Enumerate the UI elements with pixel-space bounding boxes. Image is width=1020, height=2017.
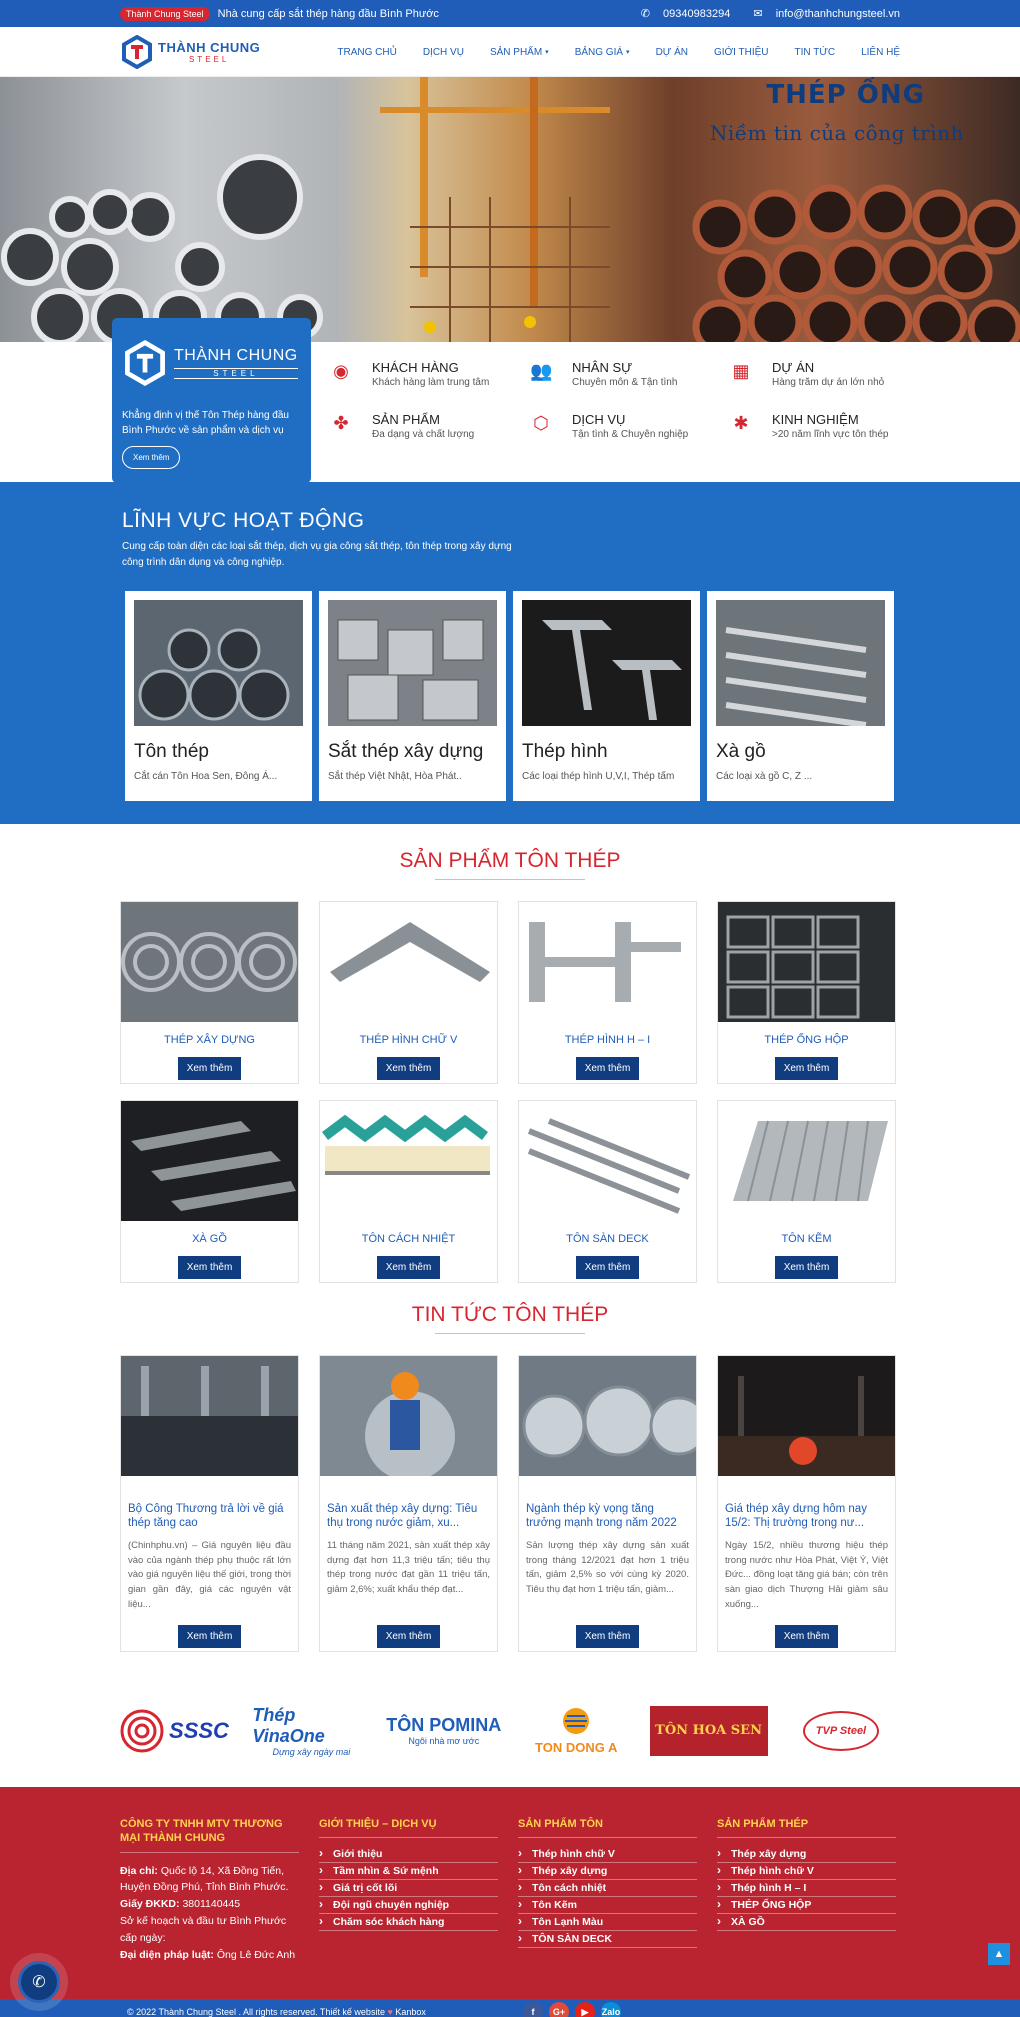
footer-link[interactable]: › Tôn Kẽm (518, 1897, 697, 1914)
email-icon: ✉ (753, 8, 763, 20)
activity-card-title: Xà gồ (716, 741, 766, 762)
feature-subtitle: Khách hàng làm trung tâm (372, 377, 490, 388)
activity-description: Cung cấp toàn diện các loại sắt thép, dịch vụ gia công sắt thép, tôn thép trong xây dựng công trình dân dụng và công nghiệp. (122, 541, 512, 568)
footer-company-title: CÔNG TY TNHH MTV THƯƠNG MẠI THÀNH CHUNG (120, 1817, 299, 1853)
activity-card-title: Tôn thép (134, 741, 209, 762)
news-title[interactable]: Ngành thép kỳ vọng tăng trưởng mạnh trong năm 2022 (526, 1503, 677, 1530)
feature-subtitle: Đa dạng và chất lượng (372, 429, 475, 440)
red-pipes-image (690, 117, 1020, 342)
partner-logo-pomina[interactable] (385, 1701, 503, 1761)
feature-title: KHÁCH HÀNG (372, 360, 459, 375)
location-icon: ◉ (333, 361, 349, 381)
i-beam-image (522, 600, 691, 726)
phone-icon: ✆ (18, 1961, 60, 2003)
news-excerpt: Ngày 15/2, nhiều thương hiệu thép trong nước như Hòa Phát, Việt Ý, Việt Đức... đồng loạt tăng giá bán; còn trên sàn giao dịch Thượng Hải giảm sâu xuống... (725, 1540, 888, 1610)
social-links (523, 2002, 627, 2017)
product-name: TÔN SÀN DECK (566, 1233, 649, 1245)
nav-item-contact[interactable]: LIÊN HỆ (861, 46, 900, 58)
partner-name: TON DONG A (535, 1740, 618, 1755)
back-to-top-button[interactable]: ▲ (988, 1943, 1010, 1965)
feature-customers (330, 360, 530, 388)
representative-label: Đại diện pháp luật: (120, 1948, 214, 1961)
product-card[interactable] (518, 1100, 697, 1283)
activity-card-title: Thép hình (522, 741, 608, 762)
activity-card-subtitle: Cắt cán Tôn Hoa Sen, Đông Á... (134, 771, 278, 782)
news-title[interactable]: Giá thép xây dựng hôm nay 15/2: Thị trường trong nư... (725, 1503, 867, 1530)
banner-slogan-title: THÉP ỐNG (766, 80, 925, 110)
purlin-image (716, 600, 885, 726)
main-nav (311, 47, 900, 58)
news-more-button[interactable]: Xem thêm (178, 1625, 242, 1648)
products-title: SẢN PHẨM TÔN THÉP (399, 849, 621, 872)
product-name: TÔN KẼM (781, 1233, 832, 1245)
nav-item-services[interactable]: DỊCH VỤ (422, 46, 464, 58)
footer-link[interactable]: › Chăm sóc khách hàng (319, 1914, 498, 1931)
footer-link[interactable]: › Đội ngũ chuyên nghiệp (319, 1897, 498, 1914)
product-more-button[interactable]: Xem thêm (377, 1256, 441, 1279)
footer-link[interactable]: › Thép xây dựng (717, 1846, 896, 1863)
product-card[interactable] (120, 1100, 299, 1283)
activity-card-subtitle: Các loại thép hình U,V,I, Thép tấm (522, 771, 675, 782)
products-section (0, 824, 1020, 1283)
partner-name: TÔN POMINA (386, 1715, 502, 1735)
news-thumbnail (519, 1356, 696, 1476)
footer-link[interactable]: › Thép xây dựng (518, 1863, 697, 1880)
product-name: THÉP XÂY DỰNG (164, 1034, 255, 1046)
news-card[interactable] (717, 1355, 896, 1652)
news-thumbnail (121, 1356, 298, 1476)
hexagon-icon: ⬡ (533, 413, 549, 433)
footer (0, 1787, 1020, 1999)
news-card[interactable] (319, 1355, 498, 1652)
hero-banner (0, 77, 1020, 342)
feature-services (530, 412, 730, 440)
activity-card-purlin[interactable] (707, 591, 894, 801)
phone-link[interactable] (631, 8, 731, 20)
partner-name: SSSC (169, 1717, 229, 1743)
deck-sheet-image (519, 1101, 696, 1221)
footer-company (120, 1817, 299, 1963)
google-plus-icon[interactable]: G+ (549, 2002, 569, 2017)
about-logo-line1: THÀNH CHUNG (174, 347, 298, 364)
nav-item-home[interactable]: TRANG CHỦ (337, 46, 397, 58)
about-card (112, 318, 311, 483)
logo-line1: THÀNH CHUNG (158, 39, 261, 55)
product-card[interactable] (120, 901, 299, 1084)
logo-mark-icon (122, 340, 168, 386)
news-excerpt: (Chinhphu.vn) – Giá nguyên liệu đầu vào của ngành thép phụ thuộc rất lớn vào giá nguyên liệu thế giới, trong thời gian gần đây, giá các nguyên vật liệu... (128, 1540, 291, 1610)
product-more-button[interactable]: Xem thêm (576, 1057, 640, 1080)
feature-title: DỰ ÁN (772, 360, 815, 375)
nav-item-pricing[interactable]: BẢNG GIÁ ▾ (574, 46, 630, 58)
brand-badge: Thành Chung Steel (120, 7, 210, 21)
news-section (0, 1283, 1020, 1652)
news-more-button[interactable]: Xem thêm (576, 1625, 640, 1648)
footer-link[interactable]: › TÔN SÀN DECK (518, 1931, 697, 1948)
feature-projects (730, 360, 920, 388)
steel-coils-image (134, 600, 303, 726)
about-logo (122, 340, 301, 386)
footer-col-steel (717, 1817, 896, 1963)
activity-card-subtitle: Sắt thép Việt Nhật, Hòa Phát.. (328, 771, 462, 782)
activity-card-title: Sắt thép xây dựng (328, 741, 484, 762)
feature-subtitle: Hàng trăm dự án lớn nhỏ (772, 377, 885, 388)
logo-mark-icon (120, 35, 154, 69)
registration-value: 3801140445 (182, 1898, 241, 1911)
news-title[interactable]: Bộ Công Thương trả lời về giá thép tăng cao (128, 1503, 284, 1530)
designer-link[interactable]: Kanbox (395, 2007, 426, 2017)
feature-subtitle: Chuyên môn & Tận tình (572, 377, 678, 388)
about-strip (0, 342, 1020, 482)
sun-icon (561, 1706, 591, 1736)
footer-link[interactable]: › XÀ GỒ (717, 1914, 896, 1931)
partner-name: TÔN HOA SEN (655, 1723, 762, 1738)
product-name: TÔN CÁCH NHIỆT (361, 1233, 456, 1245)
facebook-icon[interactable]: f (523, 2002, 543, 2017)
chevron-down-icon: ▾ (545, 49, 549, 56)
tagline: Nhà cung cấp sắt thép hàng đầu Bình Phước (217, 7, 439, 20)
construction-crane-image (380, 77, 640, 342)
copyright-bar (0, 1999, 1020, 2017)
email-link[interactable] (743, 8, 900, 20)
partner-logo-vinaone[interactable] (252, 1701, 370, 1761)
about-logo-line2: STEEL (174, 368, 298, 379)
product-more-button[interactable]: Xem thêm (178, 1256, 242, 1279)
footer-col-sheet (518, 1817, 697, 1963)
news-thumbnail (718, 1356, 895, 1476)
footer-link[interactable]: › Giá trị cốt lõi (319, 1880, 498, 1897)
news-title[interactable]: Sản xuất thép xây dựng: Tiêu thụ trong nước giảm, xu... (327, 1503, 478, 1530)
wire-coil-image (121, 902, 298, 1022)
phone-icon: ✆ (640, 8, 650, 20)
feature-products (330, 412, 530, 440)
product-more-button[interactable]: Xem thêm (775, 1256, 839, 1279)
product-card[interactable] (319, 901, 498, 1084)
header (0, 27, 1020, 77)
issuer-text: Sở kế hoạch và đầu tư Bình Phước cấp ngày: (120, 1914, 287, 1944)
product-card[interactable] (717, 901, 896, 1084)
team-icon: 👥 (530, 361, 553, 381)
news-excerpt: 11 tháng năm 2021, sản xuất thép xây dựng đạt hơn 11,3 triệu tấn; tiêu thụ thép trong nước đạt gần 11 triệu tấn, giảm 2,6%; xuất khẩu thép đạt... (327, 1540, 490, 1596)
partner-logo-tvp[interactable] (782, 1701, 900, 1761)
partner-logo-tondonga[interactable] (517, 1701, 635, 1761)
heart-icon: ♥ (387, 2007, 393, 2017)
footer-link[interactable]: › Thép hình chữ V (518, 1846, 697, 1863)
purlin-image (121, 1101, 298, 1221)
h-beam-image (519, 902, 696, 1022)
divider (435, 1333, 585, 1334)
insulated-roof-image (320, 1101, 497, 1221)
handshake-icon: ✤ (333, 413, 349, 433)
partner-logos (120, 1674, 900, 1787)
steel-pipes-image (0, 77, 380, 342)
activity-title: LĨNH VỰC HOẠT ĐỘNG (122, 509, 365, 532)
feature-title: KINH NGHIỆM (772, 412, 859, 427)
call-button[interactable] (10, 1953, 68, 2011)
news-card[interactable] (120, 1355, 299, 1652)
about-more-button[interactable]: Xem thêm (122, 446, 180, 469)
partner-logo-hoasen[interactable] (650, 1701, 768, 1761)
partner-name: TVP Steel (815, 1724, 867, 1737)
news-title: TIN TỨC TÔN THÉP (411, 1303, 609, 1326)
registration-label: Giấy ĐKKD: (120, 1898, 180, 1911)
address-label: Địa chỉ: (120, 1864, 158, 1877)
partner-tagline: Dựng xây ngày mai (272, 1746, 351, 1757)
footer-link[interactable]: › Tôn Lạnh Màu (518, 1914, 697, 1931)
footer-link[interactable]: › THÉP ỐNG HỘP (717, 1897, 896, 1914)
phone-number: 09340983294 (663, 8, 731, 20)
footer-col-title: SẢN PHẨM THÉP (717, 1817, 896, 1838)
product-more-button[interactable]: Xem thêm (775, 1057, 839, 1080)
product-card[interactable] (717, 1100, 896, 1283)
nav-item-products[interactable]: SẢN PHẨM ▾ (489, 46, 549, 58)
address-value: Quốc lộ 14, Xã Đồng Tiến, Huyện Đồng Phú, Tỉnh Bình Phước. (120, 1864, 289, 1894)
feature-title: SẢN PHẨM (372, 412, 440, 427)
banner-slogan-subtitle: Niềm tin của công trình (709, 121, 964, 145)
footer-link[interactable]: › Thép hình H – I (717, 1880, 896, 1897)
activity-card-shaped-steel[interactable] (513, 591, 700, 801)
product-name: THÉP ỐNG HỘP (764, 1034, 849, 1046)
box-tube-image (718, 902, 895, 1022)
activity-card-subtitle: Các loại xà gồ C, Z ... (716, 771, 813, 782)
feature-subtitle: Tận tình & Chuyên nghiệp (572, 429, 689, 440)
product-card[interactable] (319, 1100, 498, 1283)
nav-item-news[interactable]: TIN TỨC (794, 46, 836, 58)
news-more-button[interactable]: Xem thêm (377, 1625, 441, 1648)
divider (435, 879, 585, 880)
nav-item-projects[interactable]: DỰ ÁN (655, 46, 688, 58)
feature-staff (530, 360, 730, 388)
partner-tagline: Ngôi nhà mơ ước (408, 1736, 480, 1746)
top-bar (0, 0, 1020, 27)
representative-value: Ông Lê Đức Anh (216, 1948, 296, 1961)
v-angle-image (320, 902, 497, 1022)
news-excerpt: Sản lượng thép xây dựng sản xuất trong tháng 12/2021 đạt hơn 1 triệu tấn, giảm 2,5% so với cùng kỳ 2020. Tiêu thụ đạt hơn 1 triệu tấn, giảm... (526, 1540, 689, 1596)
footer-link[interactable]: › Thép hình chữ V (717, 1863, 896, 1880)
feature-title: NHÂN SỰ (572, 360, 633, 375)
building-icon: ▦ (732, 361, 750, 381)
feature-experience (730, 412, 920, 440)
logo-line2: STEEL (188, 54, 230, 64)
footer-link[interactable]: › Giới thiệu (319, 1846, 498, 1863)
product-name: THÉP HÌNH CHỮ V (359, 1034, 458, 1046)
logo[interactable] (120, 35, 260, 69)
footer-col-intro (319, 1817, 498, 1963)
copyright-text: © 2022 Thành Chung Steel . All rights reserved. Thiết kế website ♥ Kanbox (127, 2007, 426, 2017)
activity-card-construction-steel[interactable] (319, 591, 506, 801)
feature-title: DỊCH VỤ (572, 412, 626, 427)
footer-col-title: GIỚI THIỆU – DỊCH VỤ (319, 1817, 498, 1838)
news-card[interactable] (518, 1355, 697, 1652)
zinc-sheet-image (718, 1101, 895, 1221)
product-more-button[interactable]: Xem thêm (377, 1057, 441, 1080)
steel-bars-image (328, 600, 497, 726)
feature-subtitle: >20 năm lĩnh vực tôn thép (772, 429, 889, 440)
footer-col-title: SẢN PHẨM TÔN (518, 1817, 697, 1838)
chevron-down-icon: ▾ (626, 49, 630, 56)
product-name: XÀ GỒ (192, 1233, 227, 1245)
footer-link[interactable]: › Tầm nhìn & Sứ mệnh (319, 1863, 498, 1880)
about-text: Khẳng định vị thế Tôn Thép hàng đầu Bình Phước về sản phẩm và dịch vụ (122, 410, 289, 436)
youtube-icon[interactable]: ▶ (575, 2002, 595, 2017)
gear-icon: ✱ (733, 413, 749, 433)
product-card[interactable] (518, 901, 697, 1084)
news-more-button[interactable]: Xem thêm (775, 1625, 839, 1648)
footer-link[interactable]: › Tôn cách nhiệt (518, 1880, 697, 1897)
partner-name: Thép VinaOne (252, 1704, 325, 1746)
email-address: info@thanhchungsteel.vn (775, 8, 900, 20)
nav-item-about[interactable]: GIỚI THIỆU (714, 46, 769, 58)
product-more-button[interactable]: Xem thêm (178, 1057, 242, 1080)
activity-section (0, 482, 1020, 824)
news-thumbnail (320, 1356, 497, 1476)
partner-logo-sssc[interactable] (120, 1701, 238, 1761)
activity-card-sheet-steel[interactable] (125, 591, 312, 801)
features-grid (330, 360, 920, 440)
zalo-icon[interactable]: Zalo (601, 2002, 621, 2017)
product-name: THÉP HÌNH H – I (564, 1034, 651, 1046)
product-more-button[interactable]: Xem thêm (576, 1256, 640, 1279)
